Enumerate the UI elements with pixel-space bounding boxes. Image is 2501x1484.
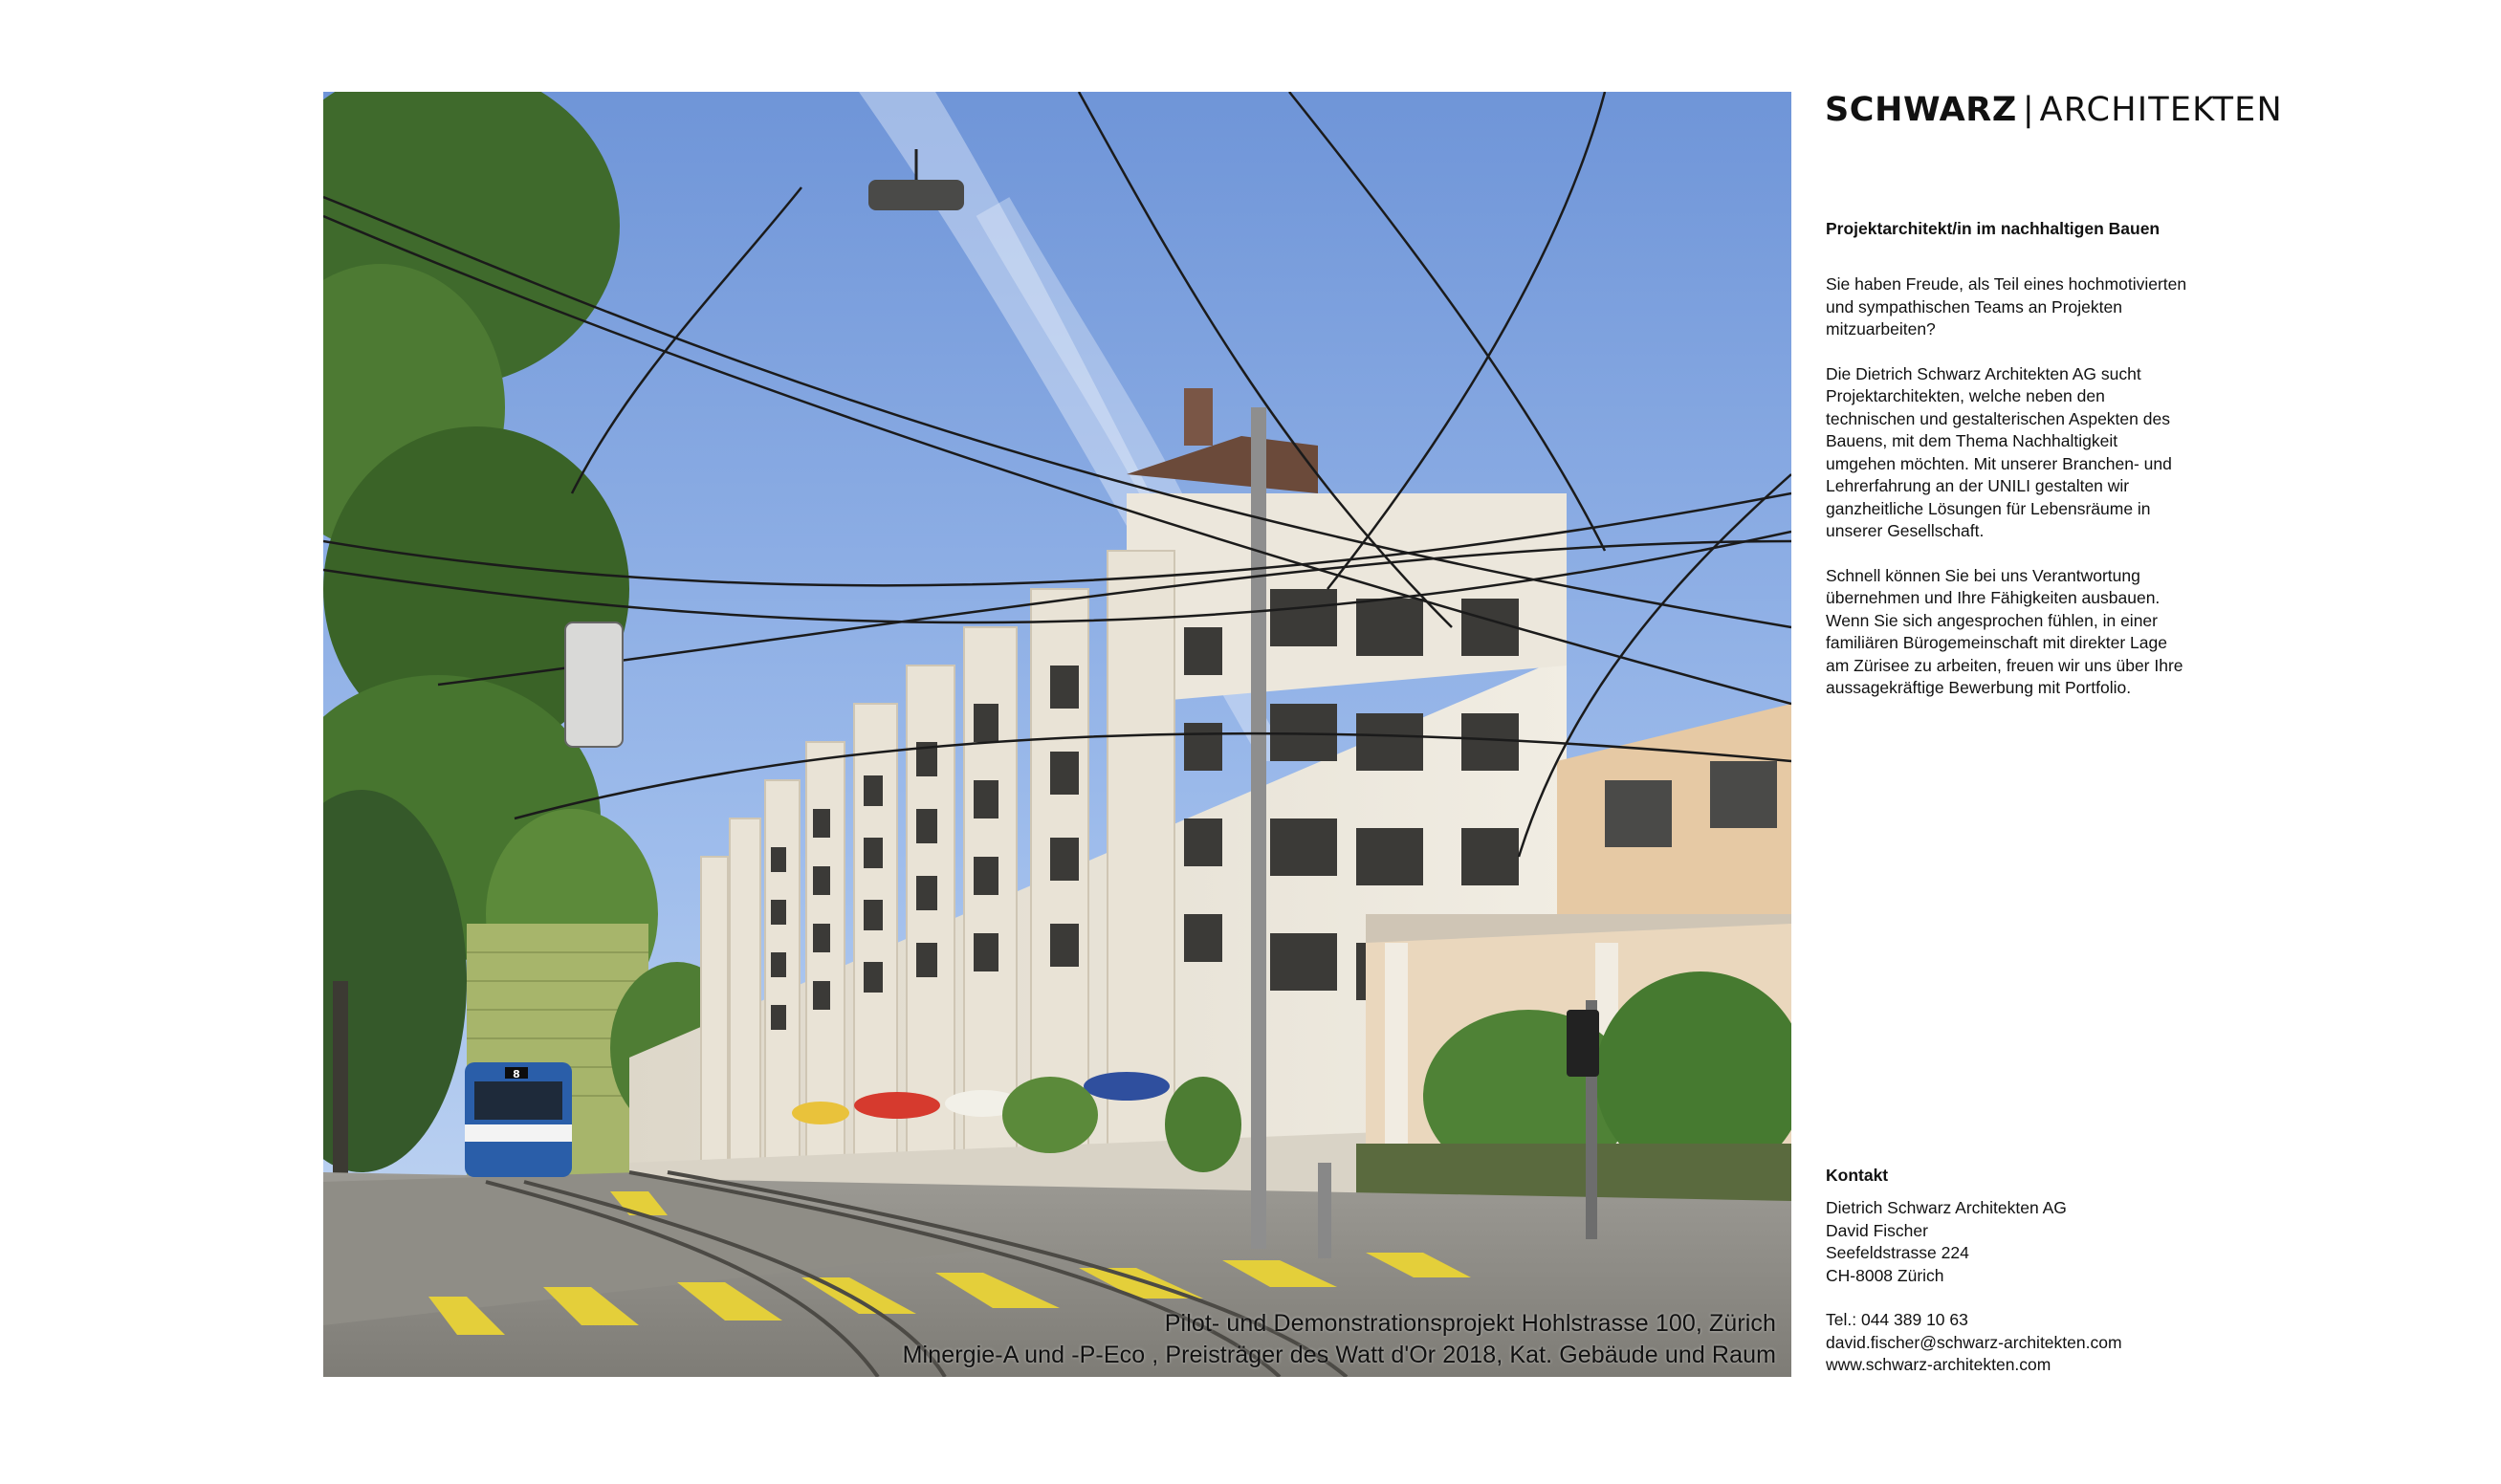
street-scene-illustration — [323, 92, 1791, 1377]
contact-block — [1826, 1197, 2208, 1377]
job-title: Projektarchitekt/in im nachhaltigen Bauen — [1826, 219, 2161, 238]
contact-person: David Fischer — [1826, 1220, 1928, 1240]
contact-heading: Kontakt — [1826, 1166, 1889, 1185]
company-logo — [1825, 86, 2283, 134]
paragraph-intro — [1826, 273, 2208, 341]
text-line: und sympathischen Teams an Projekten — [1826, 296, 2122, 316]
text-line: Schnell können Sie bei uns Verantwortung — [1826, 565, 2140, 585]
logo-separator: | — [2022, 91, 2034, 129]
caption-line-2: Minergie-A und -P-Eco , Preisträger des Watt d'Or 2018, Kat. Gebäude und Raum — [902, 1342, 1776, 1368]
text-line: aussagekräftige Bewerbung mit Portfolio. — [1826, 678, 2132, 697]
text-line: ganzheitliche Lösungen für Lebensräume in — [1826, 498, 2151, 518]
photo-caption — [903, 1308, 1776, 1371]
paragraph-company — [1826, 363, 2208, 543]
contact-email-link[interactable]: david.fischer@schwarz-architekten.com — [1826, 1332, 2122, 1352]
contact-company: Dietrich Schwarz Architekten AG — [1826, 1198, 2067, 1217]
text-line: Wenn Sie sich angesprochen fühlen, in einer — [1826, 610, 2158, 630]
job-description — [1826, 273, 2208, 722]
tram-route-number: 8 — [513, 1068, 520, 1080]
text-line: mitzuarbeiten? — [1826, 319, 1936, 338]
text-line: übernehmen und Ihre Fähigkeiten ausbauen. — [1826, 588, 2161, 607]
text-line: technischen und gestalterischen Aspekten des — [1826, 408, 2170, 428]
text-line: Die Dietrich Schwarz Architekten AG sucht — [1826, 363, 2141, 383]
contact-website-link[interactable]: www.schwarz-architekten.com — [1826, 1355, 2051, 1374]
text-line: Bauens, mit dem Thema Nachhaltigkeit — [1826, 431, 2118, 450]
paragraph-application — [1826, 565, 2208, 700]
logo-bold: SCHWARZ — [1825, 91, 2017, 129]
contact-street: Seefeldstrasse 224 — [1826, 1243, 1969, 1262]
caption-line-1: Pilot- und Demonstrationsprojekt Hohlstrasse 100, Zürich — [1164, 1310, 1776, 1337]
project-photo — [323, 92, 1791, 1377]
text-line: unserer Gesellschaft. — [1826, 521, 1985, 540]
text-line: Lehrerfahrung an der UNILI gestalten wir — [1826, 476, 2130, 495]
text-line: umgehen möchten. Mit unserer Branchen- und — [1826, 453, 2172, 473]
text-line: Sie haben Freude, als Teil eines hochmotivierten — [1826, 274, 2187, 294]
contact-city: CH-8008 Zürich — [1826, 1265, 1944, 1285]
text-line: am Zürisee zu arbeiten, freuen wir uns über Ihre — [1826, 655, 2183, 675]
text-line: familiären Bürogemeinschaft mit direkter Lage — [1826, 633, 2167, 652]
text-line: Projektarchitekten, welche neben den — [1826, 386, 2105, 405]
logo-light: ARCHITEKTEN — [2039, 91, 2283, 129]
contact-phone: Tel.: 044 389 10 63 — [1826, 1310, 1968, 1329]
